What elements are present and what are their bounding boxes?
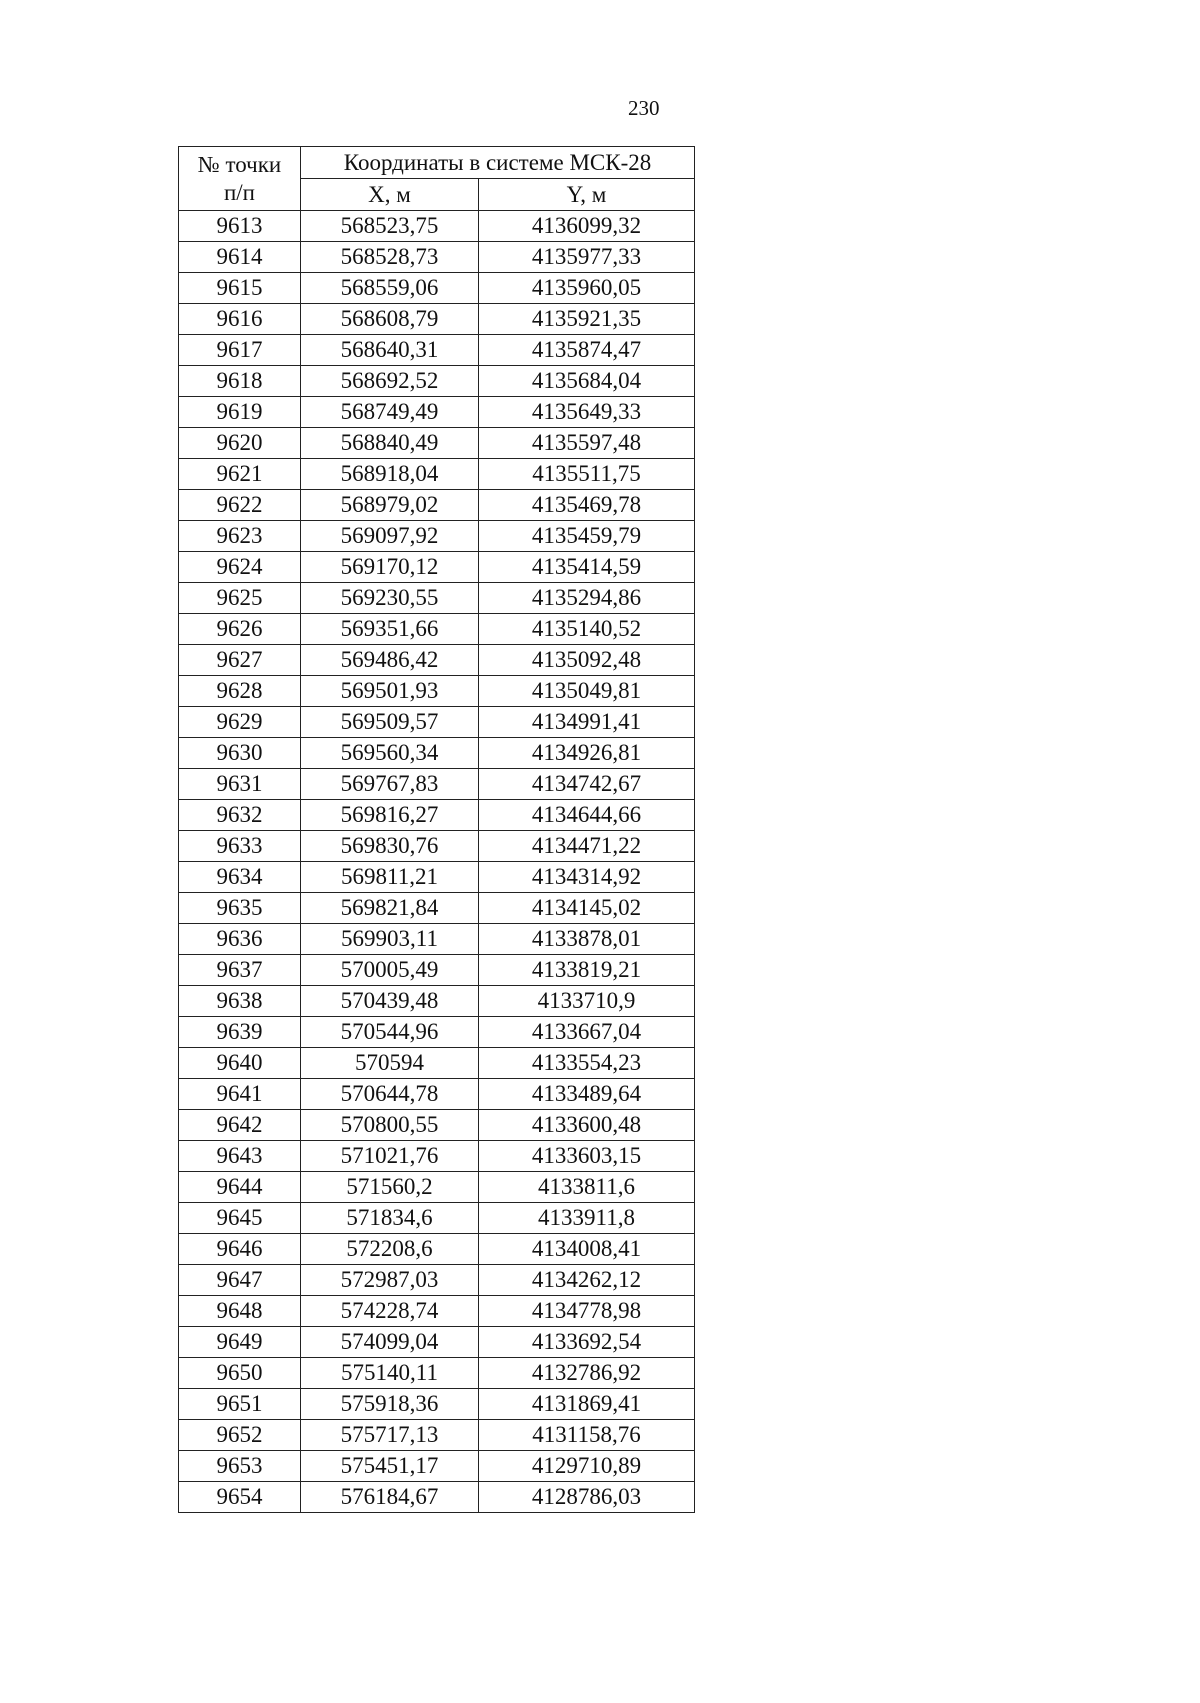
table-row (179, 645, 695, 676)
y-coordinate-cell: 4135469,78 (479, 490, 695, 521)
y-coordinate-cell: 4135092,48 (479, 645, 695, 676)
table-row (179, 273, 695, 304)
y-coordinate-cell: 4134145,02 (479, 893, 695, 924)
point-number-cell: 9630 (179, 738, 301, 769)
point-number-cell: 9643 (179, 1141, 301, 1172)
point-number-header (179, 147, 301, 211)
x-coordinate-cell: 576184,67 (301, 1482, 479, 1513)
table-row (179, 1141, 695, 1172)
point-number-cell: 9647 (179, 1265, 301, 1296)
x-coordinate-cell: 569821,84 (301, 893, 479, 924)
table-row (179, 490, 695, 521)
table-row (179, 800, 695, 831)
y-coordinate-cell: 4134742,67 (479, 769, 695, 800)
x-coordinate-cell: 569767,83 (301, 769, 479, 800)
x-coordinate-cell: 568528,73 (301, 242, 479, 273)
x-coordinate-cell: 568918,04 (301, 459, 479, 490)
point-number-cell: 9641 (179, 1079, 301, 1110)
y-coordinate-cell: 4134008,41 (479, 1234, 695, 1265)
point-number-cell: 9653 (179, 1451, 301, 1482)
table-row (179, 1110, 695, 1141)
point-number-cell: 9628 (179, 676, 301, 707)
point-number-cell: 9632 (179, 800, 301, 831)
table-row (179, 1327, 695, 1358)
y-coordinate-cell: 4133710,9 (479, 986, 695, 1017)
point-number-cell: 9622 (179, 490, 301, 521)
point-number-cell: 9618 (179, 366, 301, 397)
table-row (179, 459, 695, 490)
y-coordinate-cell: 4134991,41 (479, 707, 695, 738)
x-coordinate-cell: 568608,79 (301, 304, 479, 335)
x-coordinate-cell: 570594 (301, 1048, 479, 1079)
point-number-cell: 9614 (179, 242, 301, 273)
table-row (179, 304, 695, 335)
table-row (179, 1079, 695, 1110)
table-row (179, 428, 695, 459)
x-coordinate-cell: 569230,55 (301, 583, 479, 614)
point-number-cell: 9633 (179, 831, 301, 862)
point-number-cell: 9637 (179, 955, 301, 986)
x-coordinate-cell: 570544,96 (301, 1017, 479, 1048)
x-coordinate-cell: 569351,66 (301, 614, 479, 645)
table-row (179, 552, 695, 583)
x-coordinate-cell: 575451,17 (301, 1451, 479, 1482)
x-coordinate-cell: 572208,6 (301, 1234, 479, 1265)
y-coordinate-cell: 4133911,8 (479, 1203, 695, 1234)
table-row (179, 862, 695, 893)
page-number: 230 (628, 96, 660, 120)
table-row (179, 1420, 695, 1451)
x-coordinate-cell: 569811,21 (301, 862, 479, 893)
y-coordinate-cell: 4135140,52 (479, 614, 695, 645)
y-coordinate-cell: 4135294,86 (479, 583, 695, 614)
point-number-cell: 9654 (179, 1482, 301, 1513)
point-number-cell: 9616 (179, 304, 301, 335)
y-coordinate-cell: 4135921,35 (479, 304, 695, 335)
x-coordinate-cell: 568840,49 (301, 428, 479, 459)
point-number-cell: 9644 (179, 1172, 301, 1203)
y-coordinate-cell: 4133667,04 (479, 1017, 695, 1048)
table-row (179, 986, 695, 1017)
y-coordinate-cell: 4134471,22 (479, 831, 695, 862)
table-row (179, 211, 695, 242)
x-coordinate-cell: 575918,36 (301, 1389, 479, 1420)
x-coordinate-cell: 570800,55 (301, 1110, 479, 1141)
x-coordinate-cell: 568749,49 (301, 397, 479, 428)
x-coordinate-cell: 571021,76 (301, 1141, 479, 1172)
y-coordinate-cell: 4135649,33 (479, 397, 695, 428)
x-coordinate-cell: 569509,57 (301, 707, 479, 738)
point-number-cell: 9638 (179, 986, 301, 1017)
y-coordinate-cell: 4133554,23 (479, 1048, 695, 1079)
y-coordinate-cell: 4135684,04 (479, 366, 695, 397)
coordinates-group-header: Координаты в системе МСК-28 (301, 147, 695, 179)
table-row (179, 769, 695, 800)
x-coordinate-cell: 569486,42 (301, 645, 479, 676)
x-coordinate-cell: 569097,92 (301, 521, 479, 552)
y-coordinate-cell: 4135414,59 (479, 552, 695, 583)
y-coordinate-cell: 4133489,64 (479, 1079, 695, 1110)
point-number-cell: 9636 (179, 924, 301, 955)
x-coordinate-cell: 569903,11 (301, 924, 479, 955)
y-coordinate-cell: 4134262,12 (479, 1265, 695, 1296)
x-coordinate-cell: 569560,34 (301, 738, 479, 769)
point-number-header-line2: п/п (223, 179, 255, 205)
point-number-cell: 9645 (179, 1203, 301, 1234)
y-coordinate-cell: 4134314,92 (479, 862, 695, 893)
y-coordinate-cell: 4134926,81 (479, 738, 695, 769)
table-row (179, 1451, 695, 1482)
table-row (179, 614, 695, 645)
y-coordinate-cell: 4133819,21 (479, 955, 695, 986)
x-coordinate-cell: 571560,2 (301, 1172, 479, 1203)
y-column-header: Y, м (479, 179, 695, 211)
point-number-cell: 9621 (179, 459, 301, 490)
table-row (179, 1265, 695, 1296)
table-row (179, 1358, 695, 1389)
y-coordinate-cell: 4129710,89 (479, 1451, 695, 1482)
point-number-cell: 9620 (179, 428, 301, 459)
table-row (179, 335, 695, 366)
y-coordinate-cell: 4134644,66 (479, 800, 695, 831)
table-header (179, 147, 695, 211)
table-row (179, 955, 695, 986)
table-row (179, 831, 695, 862)
y-coordinate-cell: 4135597,48 (479, 428, 695, 459)
x-coordinate-cell: 575717,13 (301, 1420, 479, 1451)
x-coordinate-cell: 569816,27 (301, 800, 479, 831)
table-row (179, 1017, 695, 1048)
point-number-cell: 9651 (179, 1389, 301, 1420)
y-coordinate-cell: 4135049,81 (479, 676, 695, 707)
x-coordinate-cell: 571834,6 (301, 1203, 479, 1234)
table-row (179, 1296, 695, 1327)
point-number-cell: 9625 (179, 583, 301, 614)
y-coordinate-cell: 4136099,32 (479, 211, 695, 242)
table-row (179, 366, 695, 397)
table-row (179, 738, 695, 769)
y-coordinate-cell: 4135977,33 (479, 242, 695, 273)
y-coordinate-cell: 4131869,41 (479, 1389, 695, 1420)
coordinates-table (178, 146, 695, 1513)
x-coordinate-cell: 568523,75 (301, 211, 479, 242)
x-coordinate-cell: 574228,74 (301, 1296, 479, 1327)
y-coordinate-cell: 4133600,48 (479, 1110, 695, 1141)
point-number-cell: 9627 (179, 645, 301, 676)
point-number-cell: 9652 (179, 1420, 301, 1451)
point-number-cell: 9623 (179, 521, 301, 552)
x-coordinate-cell: 568692,52 (301, 366, 479, 397)
table-row (179, 1389, 695, 1420)
point-number-cell: 9634 (179, 862, 301, 893)
x-coordinate-cell: 570644,78 (301, 1079, 479, 1110)
point-number-header-line1: № точки (197, 151, 282, 177)
point-number-cell: 9631 (179, 769, 301, 800)
x-coordinate-cell: 568979,02 (301, 490, 479, 521)
point-number-cell: 9639 (179, 1017, 301, 1048)
x-coordinate-cell: 569170,12 (301, 552, 479, 583)
table-row (179, 242, 695, 273)
x-coordinate-cell: 568640,31 (301, 335, 479, 366)
table-row (179, 397, 695, 428)
table-row (179, 1172, 695, 1203)
y-coordinate-cell: 4132786,92 (479, 1358, 695, 1389)
table-row (179, 521, 695, 552)
y-coordinate-cell: 4135459,79 (479, 521, 695, 552)
x-coordinate-cell: 568559,06 (301, 273, 479, 304)
point-number-cell: 9648 (179, 1296, 301, 1327)
x-column-header: X, м (301, 179, 479, 211)
point-number-cell: 9613 (179, 211, 301, 242)
table-row (179, 893, 695, 924)
table-row (179, 1048, 695, 1079)
x-coordinate-cell: 570439,48 (301, 986, 479, 1017)
point-number-cell: 9635 (179, 893, 301, 924)
point-number-cell: 9626 (179, 614, 301, 645)
table-row (179, 583, 695, 614)
point-number-cell: 9629 (179, 707, 301, 738)
header-row-1 (179, 147, 695, 179)
point-number-cell: 9650 (179, 1358, 301, 1389)
point-number-cell: 9642 (179, 1110, 301, 1141)
x-coordinate-cell: 569830,76 (301, 831, 479, 862)
point-number-cell: 9640 (179, 1048, 301, 1079)
point-number-cell: 9649 (179, 1327, 301, 1358)
table-row (179, 1482, 695, 1513)
y-coordinate-cell: 4133811,6 (479, 1172, 695, 1203)
x-coordinate-cell: 575140,11 (301, 1358, 479, 1389)
y-coordinate-cell: 4135874,47 (479, 335, 695, 366)
y-coordinate-cell: 4134778,98 (479, 1296, 695, 1327)
x-coordinate-cell: 569501,93 (301, 676, 479, 707)
y-coordinate-cell: 4133603,15 (479, 1141, 695, 1172)
point-number-cell: 9646 (179, 1234, 301, 1265)
point-number-cell: 9619 (179, 397, 301, 428)
x-coordinate-cell: 570005,49 (301, 955, 479, 986)
table-row (179, 1203, 695, 1234)
y-coordinate-cell: 4128786,03 (479, 1482, 695, 1513)
point-number-cell: 9615 (179, 273, 301, 304)
x-coordinate-cell: 572987,03 (301, 1265, 479, 1296)
table-body (179, 211, 695, 1513)
x-coordinate-cell: 574099,04 (301, 1327, 479, 1358)
y-coordinate-cell: 4135511,75 (479, 459, 695, 490)
y-coordinate-cell: 4133878,01 (479, 924, 695, 955)
table-row (179, 924, 695, 955)
table-row (179, 707, 695, 738)
table-row (179, 1234, 695, 1265)
y-coordinate-cell: 4133692,54 (479, 1327, 695, 1358)
table-row (179, 676, 695, 707)
y-coordinate-cell: 4131158,76 (479, 1420, 695, 1451)
point-number-cell: 9617 (179, 335, 301, 366)
point-number-cell: 9624 (179, 552, 301, 583)
y-coordinate-cell: 4135960,05 (479, 273, 695, 304)
